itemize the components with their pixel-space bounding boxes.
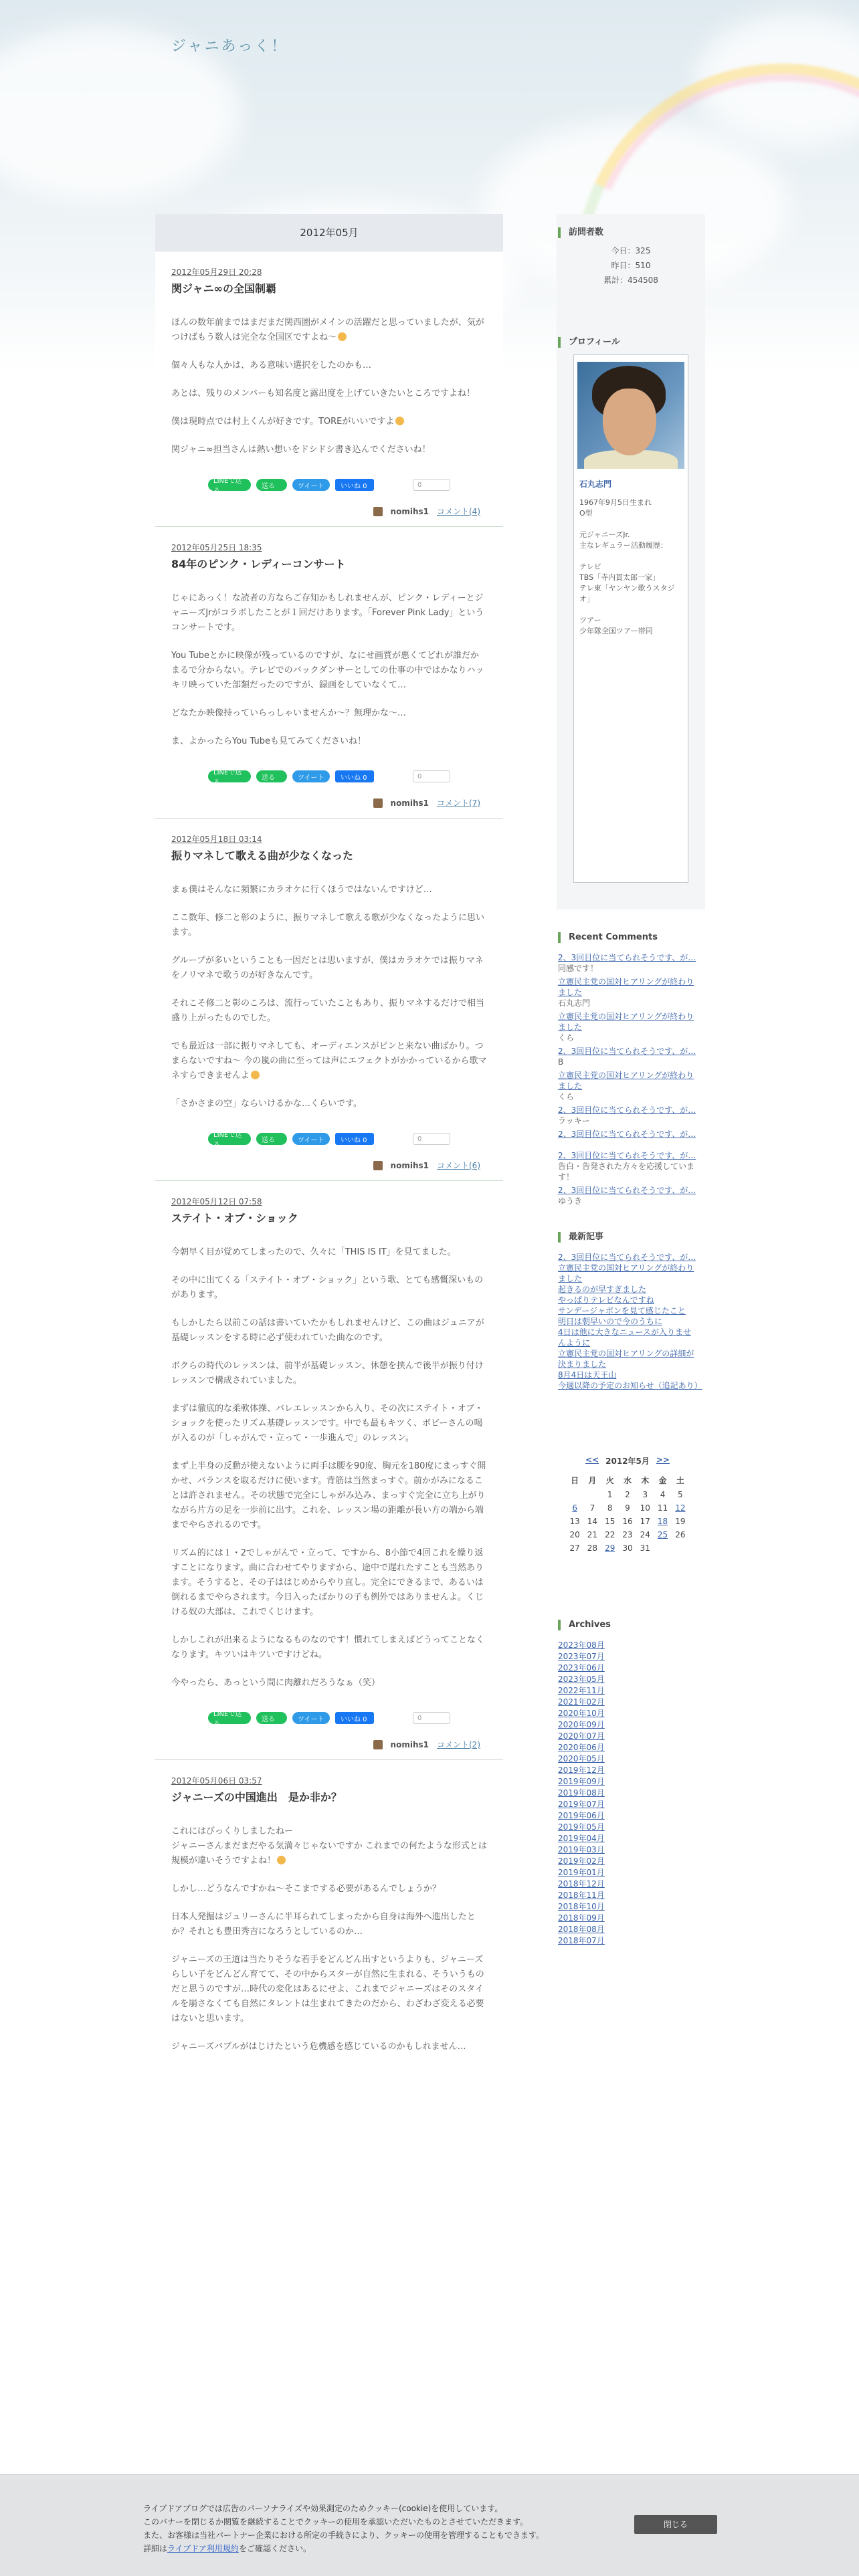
recent-comment-link[interactable]: 立憲民主党の国対ヒアリングが終わりました — [558, 977, 694, 997]
article-paragraph — [171, 1097, 487, 1111]
facebook-like-button[interactable]: いいね 0 — [335, 1133, 374, 1145]
article-paragraph — [171, 734, 487, 749]
article-paragraph — [171, 2040, 487, 2054]
calendar-day: 14 — [587, 1517, 598, 1526]
calendar-day: 11 — [657, 1503, 668, 1513]
smile-emoji-icon — [338, 332, 347, 341]
line-share-button[interactable]: LINEで送る — [208, 1133, 251, 1145]
article-paragraph — [171, 954, 487, 983]
blog-title[interactable]: ジャニあっく！ — [171, 38, 288, 55]
archive-month-link[interactable]: 2019年03月 — [558, 1845, 605, 1854]
paragraph-text: ここ数年、修二と彰のように、振りマネして歌える歌が少なくなったように思います。 — [171, 913, 485, 938]
visitor-counter-title: 訪問者数 — [558, 227, 705, 238]
calendar-day: 22 — [605, 1530, 615, 1539]
latest-post-link[interactable]: 起きるのが早すぎました — [558, 1285, 647, 1294]
paragraph-text: もしかしたら以前この話は書いていたかもしれませんけど、この曲はジュニアが基礎レッスンをする時に必ず使われていた曲なのです。 — [171, 1318, 484, 1343]
facebook-like-button[interactable]: いいね 0 — [335, 770, 374, 782]
article — [155, 542, 503, 819]
calendar-weekday: 日 — [571, 1476, 579, 1485]
paragraph-text: まぁ僕はそんなに頻繁にカラオケに行くほうではないんですけど… — [171, 885, 432, 895]
latest-post-link[interactable]: 今週以降の予定のお知らせ（追記あり） — [558, 1381, 702, 1390]
archive-month-link[interactable]: 2019年12月 — [558, 1765, 605, 1775]
recent-comment-link[interactable]: 立憲民主党の国対ヒアリングが終わりました — [558, 1071, 694, 1091]
share-buttons — [171, 477, 487, 495]
cookie-text: ライブドアブログでは広告のパーソナライズや効果測定のためクッキー(cookie)を使用しています。 このバナーを閉じるか閲覧を継続することでクッキーの使用を承認いただいたものとさせていただきます。 また、お客様は当社パートナー企業における所定の手続きにより、クッキーの使用を管理することもできます。 詳細はライブドア利用規約をご確認ください。 — [143, 2504, 545, 2553]
calendar-day: 28 — [587, 1543, 598, 1553]
calendar-day: 26 — [675, 1530, 686, 1539]
calendar-day[interactable]: 25 — [657, 1530, 668, 1539]
paragraph-text: 今朝早く目が覚めてしまったので、久々に「THIS IS IT」を見てました。 — [171, 1247, 456, 1257]
calendar-day: 4 — [660, 1490, 666, 1499]
main-column — [155, 214, 503, 2575]
line-share-button[interactable]: LINEで送る — [208, 1712, 251, 1724]
tweet-button[interactable]: ツイート — [292, 1712, 330, 1724]
calendar-day: 9 — [625, 1503, 630, 1513]
calendar-day: 24 — [640, 1530, 650, 1539]
calendar-day[interactable]: 12 — [675, 1503, 686, 1513]
article-meta — [171, 797, 487, 809]
archive-month-link[interactable]: 2018年10月 — [558, 1902, 605, 1911]
article-paragraph — [171, 649, 487, 693]
archives-section — [557, 1620, 705, 1947]
article-paragraph — [171, 1459, 487, 1533]
author-avatar-icon — [373, 1161, 383, 1170]
paragraph-text: 僕は現時点では村上くんが好きです。TOREがいいですよ — [171, 417, 395, 427]
article-meta — [171, 506, 487, 517]
calendar-day — [566, 1490, 583, 1499]
archive-month-link[interactable]: 2020年07月 — [558, 1731, 605, 1741]
facebook-like-button[interactable]: いいね 0 — [335, 1712, 374, 1724]
article-paragraph — [171, 316, 487, 345]
recent-comments-section — [557, 932, 705, 1206]
article-paragraph — [171, 1910, 487, 1939]
archive-month-link[interactable]: 2019年01月 — [558, 1868, 605, 1877]
archive-month-link[interactable]: 2023年07月 — [558, 1652, 605, 1661]
archive-month-link[interactable]: 2019年04月 — [558, 1834, 605, 1843]
calendar — [566, 1455, 689, 1553]
comments-link[interactable]: コメント(7) — [437, 798, 480, 808]
paragraph-text: その中に出てくる「ステイト・オブ・ショック」という歌、とても感慨深いものがあります。 — [171, 1275, 484, 1300]
line-send-button[interactable]: 送る — [256, 1133, 287, 1145]
paragraph-text: You Tubeとかに映像が残っているのですが、なにせ画質が悪くてどれが誰だかまるで分からない。テレビでのバックダンサーとしての仕事の中ではかなりハッキリ映っていた部類だったのですが、録画をしていなくて… — [171, 651, 484, 690]
calendar-day: 7 — [589, 1503, 595, 1513]
tweet-button[interactable]: ツイート — [292, 479, 330, 491]
article-date[interactable]: 2012年05月12日 07:58 — [171, 1197, 262, 1206]
recent-comment-author: B — [558, 1057, 564, 1067]
comments-link[interactable]: コメント(4) — [437, 507, 480, 516]
article-paragraph — [171, 443, 487, 457]
tweet-button[interactable]: ツイート — [292, 1133, 330, 1145]
article-divider — [155, 1180, 503, 1181]
archive-month-link[interactable]: 2019年08月 — [558, 1788, 605, 1798]
share-buttons — [171, 1132, 487, 1149]
share-buttons — [171, 1711, 487, 1728]
profile-name[interactable]: 石丸志門 — [579, 479, 612, 489]
archive-month-link[interactable]: 2018年09月 — [558, 1913, 605, 1923]
latest-posts-section — [557, 1232, 705, 1391]
archives-title: Archives — [558, 1620, 705, 1630]
archive-month-link[interactable]: 2020年06月 — [558, 1743, 605, 1752]
archive-month-link[interactable]: 2023年06月 — [558, 1663, 605, 1673]
profile-description: 1967年9月5日生まれ O型 元ジャニーズJr. 主なレギュラー活動履歴： テレビ TBS「寺内貫太郎一家」 テレ東「ヤンヤン歌うスタジオ」 ツアー 少年隊全国ツアー帯同 — [579, 498, 675, 635]
archive-month-link[interactable]: 2018年11月 — [558, 1891, 605, 1900]
article-paragraph — [171, 1273, 487, 1303]
paragraph-text: ボクらの時代のレッスンは、前半が基礎レッスン、休憩を挟んで後半が振り付けレッスンで構成されていました。 — [171, 1361, 484, 1386]
recent-comment-author: くら — [558, 1092, 575, 1101]
cookie-banner — [0, 2474, 859, 2576]
latest-post-link[interactable]: 2、3回目位に当てられそうです、が… — [558, 1253, 696, 1262]
calendar-day[interactable]: 6 — [572, 1503, 577, 1513]
line-send-button[interactable]: 送る — [256, 479, 287, 491]
calendar-weekday: 月 — [588, 1476, 597, 1485]
article-author[interactable]: nomihs1 — [390, 1739, 429, 1749]
profile-card — [573, 354, 688, 883]
article-paragraph — [171, 591, 487, 635]
article-divider — [155, 526, 503, 527]
recent-comment-link[interactable]: 立憲民主党の国対ヒアリングが終わりました — [558, 1012, 694, 1032]
article-paragraph — [171, 1316, 487, 1346]
recent-comment-link[interactable]: 2、3回目位に当てられそうです、が… — [558, 953, 696, 962]
paragraph-text: でも最近は一部に振りマネしても、オーディエンスがピンと来ない曲ばかり。つまらないですね〜 今の嵐の曲に至っては声にエフェクトがかかっているから歌マネすらできませんよ — [171, 1041, 487, 1081]
visitors-yesterday: 昨日：510 — [611, 261, 651, 270]
line-send-button[interactable]: 送る — [256, 1712, 287, 1724]
article-date[interactable]: 2012年05月29日 20:28 — [171, 267, 262, 277]
paragraph-text: グループが多いということも一因だとは思いますが、僕はカラオケでは振りマネをノリマネで歌うのが好きなんです。 — [171, 956, 484, 980]
paragraph-text: ジャニーズバブルがはじけたという危機感を感じているのかもしれません… — [171, 2042, 466, 2052]
cookie-close-button[interactable]: 閉じる — [634, 2515, 717, 2534]
recent-comment-link[interactable]: 2、3回目位に当てられそうです、が… — [558, 1047, 696, 1056]
recent-comment-author: 告白・告発された方々を応援しています！ — [558, 1162, 695, 1182]
archive-month-link[interactable]: 2019年09月 — [558, 1777, 605, 1786]
calendar-day: 2 — [625, 1490, 630, 1499]
latest-post-link[interactable]: 立憲民主党の国対ヒアリングの詳細が決まりました — [558, 1349, 694, 1369]
profile-box-wrapper — [557, 308, 705, 909]
archive-month-link[interactable]: 2021年02月 — [558, 1697, 605, 1707]
paragraph-text: 日本人発掘はジュリーさんに半耳られてしまったから自身は海外へ進出したとか？それとも豊田秀吉になろうとしているのか… — [171, 1912, 476, 1937]
calendar-day: 17 — [640, 1517, 650, 1526]
calendar-weekday: 土 — [676, 1476, 684, 1485]
archive-month-link[interactable]: 2019年07月 — [558, 1800, 605, 1809]
archive-month-link[interactable]: 2019年05月 — [558, 1822, 605, 1832]
article-body — [171, 591, 487, 749]
archive-month-link[interactable]: 2019年06月 — [558, 1811, 605, 1820]
paragraph-text: 関ジャニ∞担当さんは熱い想いをドシドシ書き込んでくださいね！ — [171, 445, 431, 455]
article-paragraph — [171, 1402, 487, 1446]
latest-post-link[interactable]: やっぱりテレビなんですね — [558, 1295, 654, 1305]
article-paragraph — [171, 387, 487, 401]
smile-emoji-icon — [251, 1071, 260, 1079]
recent-comment-link[interactable]: 2、3回目位に当てられそうです、が… — [558, 1151, 696, 1160]
article-paragraph — [171, 1676, 487, 1691]
share-buttons — [171, 769, 487, 784]
paragraph-text: しかし…どうなんですかね〜そこまでする必要があるんでしょうか？ — [171, 1884, 442, 1894]
archive-month-link[interactable]: 2018年08月 — [558, 1925, 605, 1934]
article-title[interactable]: ステイト・オブ・ショック — [171, 1212, 298, 1224]
calendar-weekday: 水 — [623, 1476, 632, 1485]
calendar-day: 31 — [640, 1543, 650, 1553]
hatena-bookmark-button[interactable]: 0 — [413, 1712, 450, 1724]
calendar-day — [583, 1490, 601, 1499]
calendar-day: 16 — [622, 1517, 633, 1526]
article-title[interactable]: 関ジャニ∞の全国制覇 — [171, 282, 277, 295]
archive-month-header: 2012年05月 — [155, 214, 503, 251]
article-paragraph — [171, 1953, 487, 2026]
latest-post-link[interactable]: 4日は他に大きなニュースが入りませんように — [558, 1327, 692, 1348]
article-divider — [155, 1759, 503, 1760]
article-paragraph — [171, 415, 487, 429]
archive-month-link[interactable]: 2023年08月 — [558, 1640, 605, 1650]
calendar-day[interactable]: 29 — [605, 1543, 615, 1553]
article-paragraph — [171, 358, 487, 373]
article-body — [171, 316, 487, 457]
article-paragraph — [171, 996, 487, 1026]
visitors-total: 累計：454508 — [603, 276, 658, 285]
article-paragraph — [171, 883, 487, 897]
calendar-prev-link[interactable]: << — [585, 1455, 599, 1465]
calendar-day: 13 — [569, 1517, 580, 1526]
article-meta — [171, 1739, 487, 1750]
calendar-weekday: 木 — [641, 1476, 650, 1485]
hatena-bookmark-button[interactable]: 0 — [413, 770, 450, 782]
paragraph-text: どなたか映像持っていらっしゃいませんか〜？無理かな〜… — [171, 708, 407, 718]
archive-month-link[interactable]: 2020年10月 — [558, 1709, 605, 1718]
author-avatar-icon — [373, 1740, 383, 1749]
article-title[interactable]: 84年のピンク・レディーコンサート — [171, 558, 346, 570]
comments-link[interactable]: コメント(6) — [437, 1161, 480, 1170]
paragraph-text: 「さかさまの空」ならいけるかな…くらいです。 — [171, 1099, 362, 1109]
article-paragraph — [171, 1359, 487, 1388]
profile-title: プロフィール — [558, 337, 705, 348]
article-paragraph — [171, 1039, 487, 1083]
article — [155, 266, 503, 527]
line-share-button[interactable]: LINEで送る — [208, 479, 251, 491]
article — [155, 833, 503, 1181]
paragraph-text: まずは徹底的な柔軟体操、バレエレッスンから入り、その次にステイト・オブ・ショックを使ったリズム基礎レッスンです。中でも最もキツく、ボビーさんの喝が入るのが「しゃがんで・立って・一歩進んで」のレッスン。 — [171, 1404, 484, 1443]
calendar-day: 21 — [587, 1530, 598, 1539]
visitor-counter-box — [557, 214, 705, 308]
paragraph-text: 今やったら、あっという間に肉離れだろうなぁ（笑） — [171, 1678, 380, 1688]
calendar-section — [557, 1431, 705, 1553]
latest-post-link[interactable]: 8月4日は天王山 — [558, 1370, 617, 1380]
hatena-bookmark-button[interactable]: 0 — [413, 479, 450, 491]
calendar-day: 10 — [640, 1503, 650, 1513]
calendar-next-link[interactable]: >> — [656, 1455, 670, 1465]
latest-post-link[interactable]: 立憲民主党の国対ヒアリングが終わりました — [558, 1263, 694, 1283]
calendar-day: 5 — [678, 1490, 683, 1499]
article-author[interactable]: nomihs1 — [390, 1160, 429, 1170]
recent-comments-title: Recent Comments — [558, 932, 705, 943]
hatena-bookmark-button[interactable]: 0 — [413, 1133, 450, 1145]
article-paragraph — [171, 1546, 487, 1620]
calendar-day: 27 — [569, 1543, 580, 1553]
archive-month-link[interactable]: 2022年11月 — [558, 1686, 605, 1695]
archive-month-link[interactable]: 2020年05月 — [558, 1754, 605, 1763]
paragraph-text: しかしこれが出来るようになるものなのです！慣れてしまえばどうってことなくなります。キツいはキツいですけどね。 — [171, 1635, 485, 1660]
calendar-day[interactable]: 18 — [657, 1517, 668, 1526]
paragraph-text: ま、よかったらYou Tubeも見てみてくださいね！ — [171, 736, 366, 746]
article-paragraph — [171, 1633, 487, 1662]
author-avatar-icon — [373, 507, 383, 516]
article-body — [171, 1824, 487, 2054]
paragraph-text: あとは、残りのメンバーも知名度と露出度を上げていきたいところですよね！ — [171, 389, 475, 399]
latest-post-link[interactable]: サンデージャポンを見て感じたこと — [558, 1306, 686, 1315]
article-body — [171, 1245, 487, 1691]
calendar-day: 20 — [569, 1530, 580, 1539]
tweet-button[interactable]: ツイート — [292, 770, 330, 782]
paragraph-text: ジャニーズの王道は当たりそうな若手をどんどん出すというよりも、ジャニーズらしい子をどんどん育てて、その中からスターが自然に生まれる、そういうものだと思うのですが…時代の変化はあるにせよ、これまでジャニーズはそのスタイルを崩さなくても自然にタレントは生まれてきたのだから、わざわざ変える必要はないと思います。 — [171, 1955, 484, 2024]
archive-month-link[interactable]: 2018年07月 — [558, 1936, 605, 1945]
article-author[interactable]: nomihs1 — [390, 798, 429, 808]
profile-avatar[interactable] — [577, 362, 684, 469]
recent-comment-link[interactable]: 2、3回目位に当てられそうです、が… — [558, 1105, 696, 1115]
calendar-day: 15 — [605, 1517, 615, 1526]
paragraph-text: 個々人もな人かは、ある意味い選択をしたのかも… — [171, 360, 372, 370]
latest-post-link[interactable]: 明日は朝早いので今のうちに — [558, 1317, 663, 1326]
calendar-day: 23 — [622, 1530, 633, 1539]
archive-month-link[interactable]: 2023年05月 — [558, 1675, 605, 1684]
article-date[interactable]: 2012年05月06日 03:57 — [171, 1776, 262, 1786]
article-paragraph — [171, 1882, 487, 1897]
article-date[interactable]: 2012年05月25日 18:35 — [171, 543, 262, 552]
article-body — [171, 883, 487, 1111]
recent-comment-author — [558, 1140, 705, 1148]
calendar-weekday: 火 — [605, 1476, 614, 1485]
facebook-like-button[interactable]: いいね 0 — [335, 479, 374, 491]
paragraph-text: ほんの数年前まではまだまだ関西圏がメインの活躍だと思っていましたが、気がつけばもう数人は完全な全国区ですよね〜 — [171, 318, 484, 342]
article — [155, 1775, 503, 2054]
terms-link[interactable]: ライブドア利用規約 — [167, 2544, 239, 2553]
calendar-day: 3 — [642, 1490, 648, 1499]
article-divider — [155, 818, 503, 819]
calendar-day: 30 — [622, 1543, 633, 1553]
recent-comment-author: ラッキー — [558, 1116, 590, 1125]
paragraph-text: じゃにあっく！な読者の方ならご存知かもしれませんが、ピンク・レディーとジャニーズJrがコラボしたことが１回だけあります。「Forever Pink Lady」というコンサートです。 — [171, 593, 484, 633]
smile-emoji-icon — [395, 417, 404, 425]
paragraph-text: リズム的には１・2でしゃがんで・立って、ですから、8小節で4回これを繰り返すことになります。曲に合わせてやりますから、途中で遅れたすことも当然あります。そうすると、その子ははじめからやり直し。完全にできるまで、あるいは倒れるまでやらされます。今日入ったばかりの子も例外ではありませんよ。くじける奴の大部は、これでくじけます。 — [171, 1548, 484, 1617]
archive-month-link[interactable]: 2018年12月 — [558, 1879, 605, 1889]
article-paragraph — [171, 706, 487, 721]
comments-link[interactable]: コメント(2) — [437, 1740, 480, 1749]
recent-comment-author: 石丸志門 — [558, 998, 591, 1008]
archive-month-link[interactable]: 2019年02月 — [558, 1856, 605, 1866]
paragraph-text: これにはびっくりしましたねー ジャニーさんまだまだやる気満々じゃないですか これまでの何たような形式とは規模が違いそうですよね！ — [171, 1826, 487, 1866]
article-title[interactable]: ジャニーズの中国進出 是か非か？ — [171, 1791, 342, 1804]
paragraph-text: まず上半身の反動が使えないように両手は腰を90度、胸元を180度にまっすぐ開かせ、バランスを取るだけに使います。背筋は当然まっすぐ。前かがみになることは許されません。その状態で完全にしゃがみ込み、まっすぐ完全に立ち上がりながら片方の足を一歩前に出す。これを、レッスン場の距離が長い方の端から端までやらされるのです。 — [171, 1461, 486, 1530]
recent-comment-author: ゆうき — [558, 1196, 583, 1206]
calendar-month: 2012年5月 — [605, 1457, 650, 1466]
calendar-day: 8 — [607, 1503, 613, 1513]
recent-comment-author: 同感です！ — [558, 964, 599, 973]
sidebar — [557, 214, 705, 2575]
recent-comment-author: くら — [558, 1033, 575, 1043]
smile-emoji-icon — [277, 1856, 286, 1864]
article-date[interactable]: 2012年05月18日 03:14 — [171, 835, 262, 844]
paragraph-text: それこそ修二と彰のころは、流行っていたこともあり、振りマネするだけで相当盛り上がったものでした。 — [171, 998, 485, 1023]
archive-month-link[interactable]: 2020年09月 — [558, 1720, 605, 1729]
calendar-weekday: 金 — [658, 1476, 667, 1485]
article-author[interactable]: nomihs1 — [390, 506, 429, 516]
line-send-button[interactable]: 送る — [256, 770, 287, 782]
article-paragraph — [171, 1245, 487, 1260]
visitors-today: 今日：325 — [611, 246, 651, 255]
author-avatar-icon — [373, 798, 383, 808]
line-share-button[interactable]: LINEで送る — [208, 770, 251, 782]
article-paragraph — [171, 911, 487, 940]
article-title[interactable]: 振りマネして歌える曲が少なくなった — [171, 849, 354, 862]
recent-comment-link[interactable]: 2、3回目位に当てられそうです、が… — [558, 1130, 696, 1139]
article-paragraph — [171, 1824, 487, 1868]
article — [155, 1196, 503, 1760]
calendar-day: 19 — [675, 1517, 686, 1526]
latest-posts-title: 最新記事 — [558, 1232, 705, 1243]
calendar-day: 1 — [607, 1490, 613, 1499]
article-meta — [171, 1160, 487, 1171]
recent-comment-link[interactable]: 2、3回目位に当てられそうです、が… — [558, 1186, 696, 1195]
